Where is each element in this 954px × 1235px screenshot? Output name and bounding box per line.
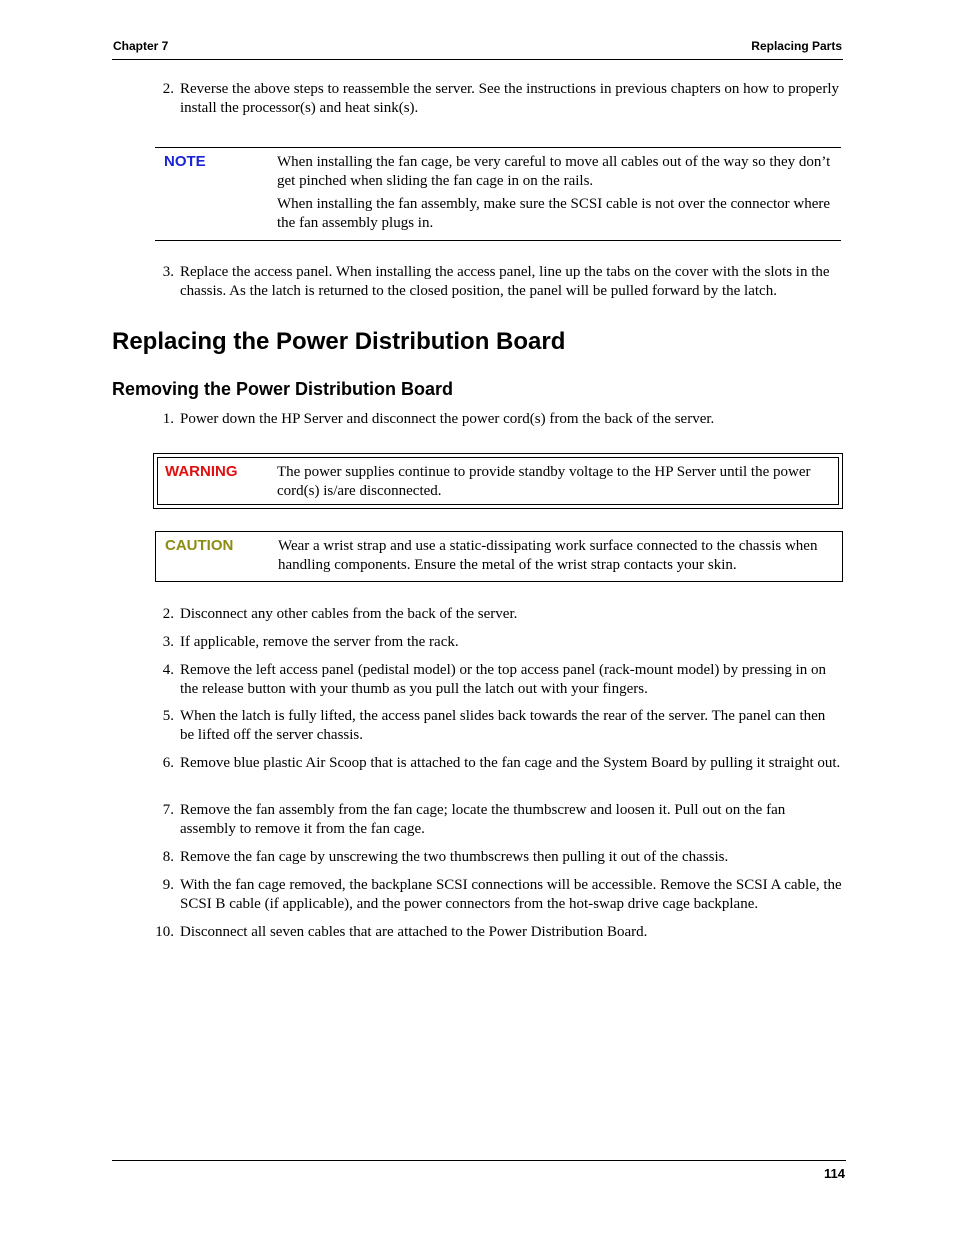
header-chapter: Chapter 7 (113, 39, 169, 53)
caution-text: Wear a wrist strap and use a static-dissipating work surface connected to the chassis when handling components. Ensure the metal of the wrist strap contacts your skin. (278, 538, 818, 573)
caution-box (155, 531, 843, 582)
page-number: 114 (824, 1166, 845, 1181)
list-item-number: 2. (162, 81, 174, 97)
list-item-text: Remove the fan cage by unscrewing the two thumbscrews then pulling it out of the chassis. (180, 849, 729, 865)
list-item-number: 5. (162, 708, 174, 724)
note-text-1: When installing the fan cage, be very careful to move all cables out of the way so they don’t get pinched when sliding the fan cage in on the rails. (277, 154, 831, 189)
list-item-text: Remove blue plastic Air Scoop that is attached to the fan cage and the System Board by pulling it straight out. (180, 755, 841, 771)
list-item-text: When the latch is fully lifted, the access panel slides back towards the rear of the server. The panel can then be lifted off the server chassis. (180, 708, 826, 743)
note-label: NOTE (164, 153, 206, 170)
list-item-text: Remove the left access panel (pedistal model) or the top access panel (rack-mount model) by pressing in on the release button with your thumb as you pull the latch out with your fingers. (180, 662, 827, 697)
list-item-number: 3. (162, 634, 174, 650)
list-item-number: 2. (162, 606, 174, 622)
list-item-text: Reverse the above steps to reassemble the server. See the instructions in previous chapters on how to properly install the processor(s) and heat sink(s). (180, 81, 839, 116)
list-item-number: 1. (162, 411, 174, 427)
note-box (155, 147, 841, 241)
footer-divider (112, 1160, 846, 1161)
list-item-number: 4. (162, 662, 174, 678)
note-text-2: When installing the fan assembly, make sure the SCSI cable is not over the connector where the fan assembly plugs in. (277, 196, 831, 231)
list-item-text: If applicable, remove the server from the rack. (180, 634, 459, 650)
list-item-number: 3. (162, 264, 174, 280)
list-item-number: 7. (162, 802, 174, 818)
list-item-number: 9. (162, 877, 174, 893)
warning-box (153, 453, 843, 509)
list-item-text: Disconnect all seven cables that are attached to the Power Distribution Board. (180, 924, 648, 940)
subsection-heading: Removing the Power Distribution Board (112, 379, 454, 399)
caution-label: CAUTION (165, 537, 234, 554)
list-item-text: Power down the HP Server and disconnect the power cord(s) from the back of the server. (180, 411, 715, 427)
list-item-number: 6. (162, 755, 174, 771)
list-item-text: Disconnect any other cables from the back of the server. (180, 606, 518, 622)
section-heading: Replacing the Power Distribution Board (112, 328, 566, 355)
list-item-text: With the fan cage removed, the backplane SCSI connections will be accessible. Remove the SCSI A cable, the SCSI B cable (if applicable), and the power connectors from the hot-swap drive cage backplane. (180, 877, 842, 912)
header-section: Replacing Parts (751, 39, 842, 53)
list-item-number: 10. (155, 924, 174, 940)
list-item-number: 8. (162, 849, 174, 865)
list-item-text: Replace the access panel. When installing the access panel, line up the tabs on the cover with the slots in the chassis. As the latch is returned to the closed position, the panel will be pulled forward by the latch. (180, 264, 830, 299)
list-item-text: Remove the fan assembly from the fan cage; locate the thumbscrew and loosen it. Pull out on the fan assembly to remove it from the fan cage. (180, 802, 786, 837)
page-header (112, 37, 843, 60)
warning-text: The power supplies continue to provide standby voltage to the HP Server until the power cord(s) is/are disconnected. (277, 464, 811, 499)
warning-label: WARNING (165, 463, 238, 480)
